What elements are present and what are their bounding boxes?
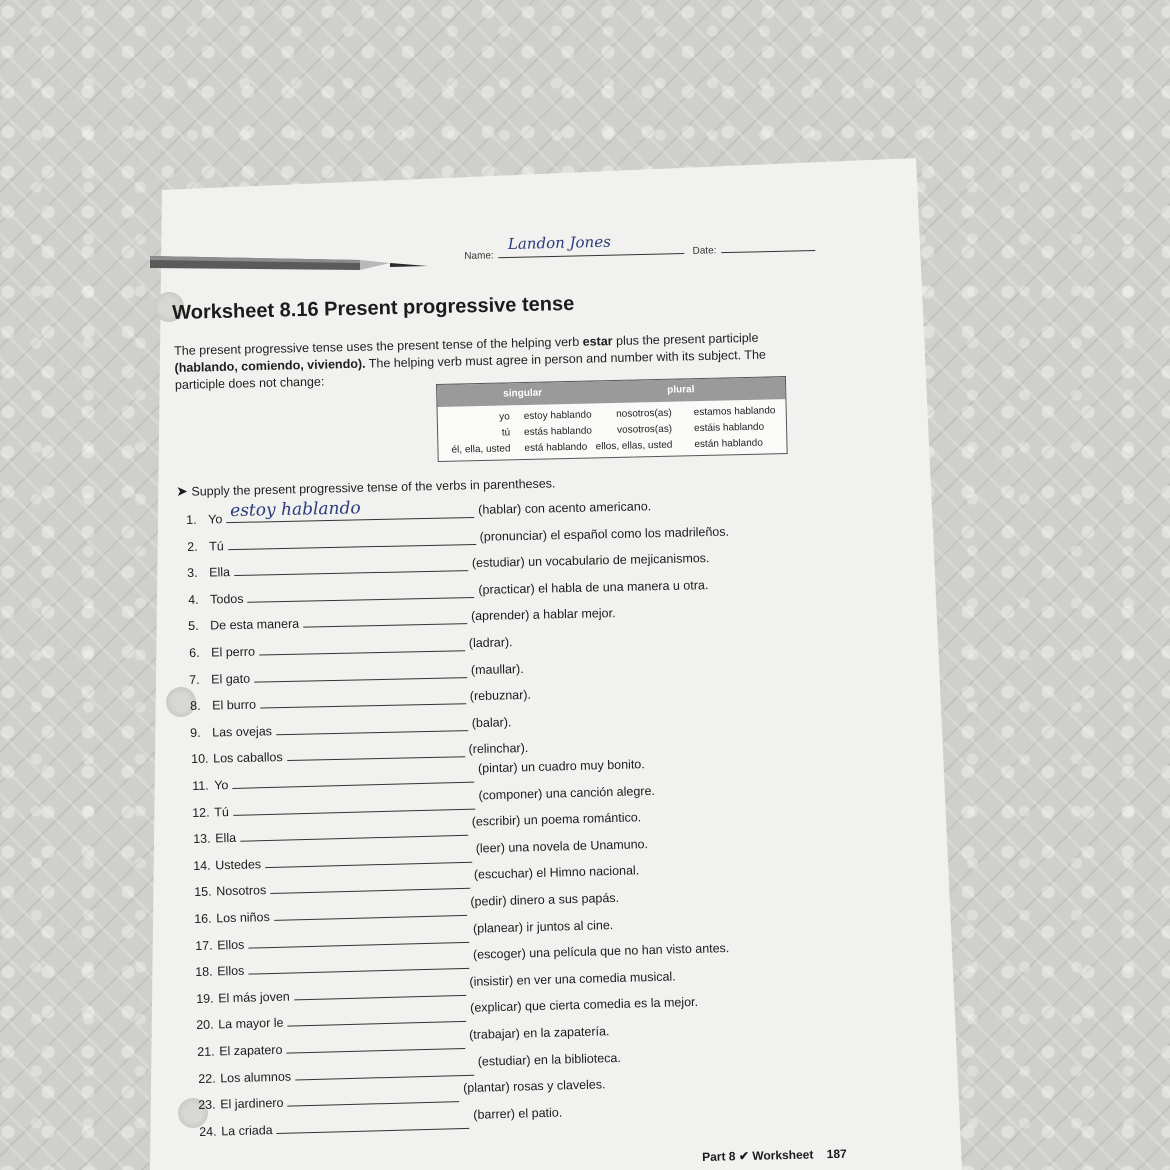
item-number: 6. bbox=[188, 645, 200, 660]
item-number: 19. bbox=[195, 991, 214, 1006]
answer-blank[interactable] bbox=[303, 612, 467, 628]
item-number: 22. bbox=[197, 1071, 216, 1086]
item-prompt: (hablar) con acento americano. bbox=[478, 499, 652, 517]
item-prompt: (planear) ir juntos al cine. bbox=[472, 917, 614, 936]
item-prompt: (barrer) el patio. bbox=[472, 1105, 563, 1122]
pencil-icon bbox=[150, 246, 430, 276]
table-row bbox=[438, 421, 786, 439]
item-number: 10. bbox=[190, 752, 209, 767]
item-prompt: (aprender) a hablar mejor. bbox=[471, 606, 616, 624]
table-cell: estoy hablando bbox=[523, 409, 592, 423]
item-prompt: (componer) una canción alegre. bbox=[478, 783, 656, 803]
intro-text-1: The present progressive tense uses the present tense of the helping verb bbox=[174, 334, 583, 358]
item-subject: La criada bbox=[220, 1122, 273, 1139]
item-prompt: (relinchar). bbox=[468, 741, 529, 757]
item-number: 8. bbox=[189, 698, 201, 714]
item-number: 13. bbox=[192, 831, 211, 847]
item-number: 23. bbox=[198, 1097, 216, 1113]
check-icon: ✔ bbox=[738, 1148, 750, 1164]
footer-part: Part 8 bbox=[702, 1149, 736, 1164]
item-subject: Yo bbox=[208, 512, 223, 527]
item-subject: El jardinero bbox=[220, 1095, 284, 1112]
item-number: 14. bbox=[193, 858, 211, 873]
item-number: 11. bbox=[191, 778, 209, 793]
item-number: 24. bbox=[198, 1124, 217, 1139]
table-cell: él, ella, usted bbox=[451, 443, 511, 456]
item-number: 5. bbox=[188, 619, 199, 634]
intro-estar: estar bbox=[582, 334, 613, 349]
item-subject: Los caballos bbox=[212, 750, 283, 766]
item-subject: Los niños bbox=[216, 910, 271, 926]
item-prompt: (escuchar) el Himno nacional. bbox=[473, 863, 640, 883]
item-subject: Tú bbox=[214, 804, 230, 820]
item-prompt: (escoger) una película que no han visto antes. bbox=[473, 941, 730, 962]
table-cell: ellos, ellas, usted bbox=[595, 439, 673, 453]
item-subject: Todos bbox=[209, 591, 244, 607]
name-label: Name: bbox=[464, 250, 494, 262]
item-prompt: (rebuznar). bbox=[469, 688, 531, 704]
item-number: 18. bbox=[195, 964, 214, 980]
item-subject: Ustedes bbox=[215, 857, 262, 873]
answer-blank[interactable] bbox=[287, 1089, 459, 1106]
answer-blank[interactable] bbox=[260, 691, 466, 708]
item-number: 17. bbox=[194, 938, 213, 953]
item-prompt: (pronunciar) el español como los madrileños. bbox=[479, 524, 729, 544]
item-subject: Ella bbox=[214, 831, 236, 846]
item-subject: Ellos bbox=[217, 963, 245, 979]
item-prompt: (leer) una novela de Unamuno. bbox=[475, 836, 649, 856]
table-header-singular: singular bbox=[503, 387, 543, 400]
answer-blank[interactable] bbox=[288, 1009, 467, 1027]
item-subject: Los alumnos bbox=[219, 1069, 291, 1086]
item-subject: Ella bbox=[209, 565, 231, 580]
item-subject: El gato bbox=[211, 671, 251, 687]
answer-blank[interactable] bbox=[226, 498, 474, 523]
intro-text-3: The helping verb must agree in person and number with its subject. The participle does not change: bbox=[174, 347, 767, 392]
item-prompt: (estudiar) en la biblioteca. bbox=[477, 1050, 621, 1069]
table-cell: yo bbox=[499, 411, 510, 423]
item-prompt: (estudiar) un vocabulario de mejicanismos. bbox=[471, 551, 710, 571]
table-cell: vosotros(as) bbox=[616, 423, 673, 436]
item-number: 4. bbox=[187, 592, 199, 607]
intro-participles: (hablando, comiendo, viviendo). bbox=[174, 356, 366, 375]
item-prompt: (pintar) un cuadro muy bonito. bbox=[477, 757, 645, 776]
item-subject: Ellos bbox=[216, 937, 245, 953]
table-cell: estamos hablando bbox=[693, 405, 776, 419]
item-prompt: (pedir) dinero a sus papás. bbox=[470, 890, 620, 909]
item-number: 3. bbox=[187, 565, 198, 581]
item-subject: Tú bbox=[208, 538, 224, 554]
item-prompt: (insistir) en ver una comedia musical. bbox=[469, 969, 676, 989]
item-prompt: (escribir) un poema romántico. bbox=[471, 810, 641, 829]
item-number: 2. bbox=[186, 539, 198, 554]
item-subject: El zapatero bbox=[219, 1042, 283, 1059]
table-row bbox=[438, 405, 786, 423]
date-line bbox=[721, 240, 815, 253]
footer-label: Worksheet bbox=[752, 1147, 814, 1163]
item-subject: El burro bbox=[211, 697, 256, 713]
intro-text-2: plus the present participle bbox=[612, 330, 759, 349]
table-cell: estás hablando bbox=[523, 425, 593, 439]
table-cell: estáis hablando bbox=[693, 421, 765, 435]
arrow-icon: ➤ bbox=[176, 482, 189, 499]
table-row bbox=[438, 437, 786, 456]
conjugation-table bbox=[436, 376, 788, 462]
item-subject: La mayor le bbox=[218, 1016, 285, 1032]
item-subject: Yo bbox=[213, 778, 229, 793]
item-number: 9. bbox=[190, 725, 202, 740]
answer-handwriting: estoy hablando bbox=[229, 498, 361, 522]
date-label: Date: bbox=[692, 245, 717, 257]
table-cell: está hablando bbox=[524, 441, 588, 455]
item-subject: El perro bbox=[210, 644, 255, 660]
item-number: 12. bbox=[192, 805, 210, 820]
item-number: 7. bbox=[189, 672, 201, 687]
item-subject: De esta manera bbox=[210, 617, 300, 633]
name-value: Landon Jones bbox=[507, 232, 612, 254]
item-subject: Las ovejas bbox=[212, 724, 273, 740]
item-prompt: (balar). bbox=[472, 715, 512, 730]
page-title: Worksheet 8.16 Present progressive tense bbox=[172, 292, 575, 324]
item-subject: Nosotros bbox=[215, 883, 267, 899]
item-prompt: (trabajar) en la zapatería. bbox=[468, 1024, 610, 1042]
instruction-text: Supply the present progressive tense of the verbs in parentheses. bbox=[191, 476, 556, 499]
item-number: 1. bbox=[186, 512, 197, 527]
item-number: 20. bbox=[196, 1017, 215, 1033]
item-prompt: (practicar) el habla de una manera u otra. bbox=[477, 577, 709, 597]
item-prompt: (ladrar). bbox=[468, 635, 513, 651]
table-cell: están hablando bbox=[694, 437, 763, 451]
table-header-plural: plural bbox=[667, 384, 695, 396]
name-line bbox=[498, 232, 684, 258]
item-number: 15. bbox=[193, 884, 212, 900]
table-cell: nosotros(as) bbox=[616, 407, 672, 420]
answer-blank[interactable] bbox=[286, 745, 464, 762]
table-cell: tú bbox=[501, 427, 511, 439]
item-subject: El más joven bbox=[217, 989, 290, 1006]
item-prompt: (maullar). bbox=[471, 661, 525, 677]
item-number: 21. bbox=[197, 1044, 215, 1059]
item-prompt: (explicar) que cierta comedia es la mejor. bbox=[470, 995, 699, 1016]
item-number: 16. bbox=[194, 911, 213, 926]
item-prompt: (plantar) rosas y claveles. bbox=[463, 1077, 606, 1096]
page-number: 187 bbox=[826, 1146, 847, 1162]
